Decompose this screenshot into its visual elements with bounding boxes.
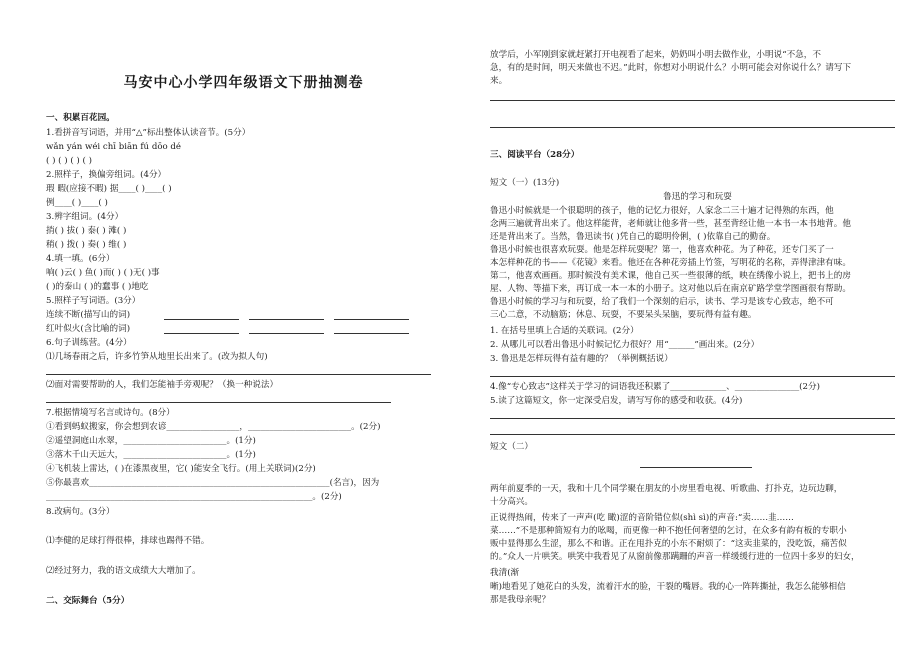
q1-pinyin: wǎn yán wéi chī biān fú dōo dé <box>46 142 181 152</box>
dialog-scenario-line-3: 来。 <box>490 76 508 86</box>
question-4[interactable]: 4.像“专心致志”这样关于学习的词语我还积累了_____________、_______________(2分) <box>490 382 820 392</box>
q5-blank-2c[interactable] <box>334 333 409 334</box>
q5-blank-2b[interactable] <box>249 333 324 334</box>
q7-item-e[interactable]: ⑤你最喜欢________________________________________________________(名言)，因为 <box>46 478 380 488</box>
q3-prompt: 3.辨字组词。(4分） <box>46 212 124 222</box>
section-2-heading: 二、交际舞台（5分） <box>46 596 130 606</box>
q7-item-f[interactable]: ______________________________________________________________。(2分) <box>46 492 342 502</box>
passage-2-line: 的。”众人一片哄笑。哄笑中我看见了从窗前像那蹒跚的声音一样缓缓行进的一位四十多岁的妇女， <box>490 552 860 562</box>
passage-2-line: 正说得热闹，传来了一声声(吃 瞰)涩的音阶错位似(shì sì)的声音:“卖……韭…… <box>490 513 794 523</box>
passage-1-line: 鲁迅小时候就是一个很聪明的孩子，他的记忆力很好，人家念二三十遍才记得熟的东西，他 <box>490 206 834 216</box>
q2-line-1[interactable]: 瑕 暇(应接不暇) 据____( )____( ) <box>46 184 172 194</box>
question-5-answer-line-1[interactable] <box>490 418 895 419</box>
q6-answer-line-b[interactable] <box>46 402 391 403</box>
q8-item-b: ⑵经过努力，我的语文成绩大大增加了。 <box>46 566 201 576</box>
q7-item-d[interactable]: ④飞机装上雷达，( )在漆黑夜里，它( )能安全飞行。(用上关联词)(2分) <box>46 464 316 474</box>
q8-prompt: 8.改病句。(3分） <box>46 507 115 517</box>
q1-prompt: 1.看拼音写词语，并用“△”标出整体认读音节。(5分） <box>46 128 251 138</box>
passage-2-line: 两年前夏季的一天，我和十几个同学聚在朋友的小房里看电视、听歌曲、打扑克，边玩边聊， <box>490 484 843 494</box>
q7-item-c[interactable]: ③落木千山天远大，________________________。(1分) <box>46 450 256 460</box>
passage-1-line: 念两三遍就背出来了。他这样能背，老师就让他多背一些，甚至背经让他一本书一本书地背。他 <box>490 219 851 229</box>
q3-line-1[interactable]: 捎( ) 拔( ) 泰( ) 滩( ) <box>46 226 127 236</box>
q4-prompt: 4.填一填。(6分） <box>46 254 115 264</box>
passage-1-line: 屋、人物、等描下来，再订成一本一本的小册子。这对他以后在南京矿路学堂学图画很有帮助。 <box>490 284 851 294</box>
question-2: 2. 从哪儿可以看出鲁迅小时候记忆力很好？用“______”画出来。(2分） <box>490 340 760 350</box>
dialog-scenario-line-1: 放学后，小军刚到家就赶紧打开电视看了起来，奶奶叫小明去做作业，小明说“不急，不 <box>490 50 821 60</box>
q7-item-b[interactable]: ②遥望洞庭山水翠，________________________。(1分) <box>46 436 256 446</box>
q2-line-2[interactable]: 例____( )____( ) <box>46 198 108 208</box>
q8-item-a: ⑴李健的足球打得很棒，排球也踢得不错。 <box>46 536 210 546</box>
passage-1-line: 本怎样种花的书——《花镜》来看。他还在各种花旁插上竹签，写明花的名称，弄得津津有味。 <box>490 258 851 268</box>
q3-line-2[interactable]: 稍( ) 拨( ) 奏( ) 维( ) <box>46 240 127 250</box>
passage-1-line: 三心二意，不动脑筋；休息、玩耍，不要呆头呆脑，要玩得有益有趣。 <box>490 310 757 320</box>
q5-prompt: 5.照样子写词语。(3分） <box>46 296 141 306</box>
q6-prompt: 6.句子训练营。(4分） <box>46 338 132 348</box>
passage-1-line: 鲁迅小时候也很喜欢玩耍。他是怎样玩耍呢？第一，他喜欢种花。为了种花，还专门买了一 <box>490 245 834 255</box>
question-3: 3. 鲁迅是怎样玩得有益有趣的？（举例概括说） <box>490 354 673 364</box>
q5-line-1: 连续不断(描写山的词) <box>46 310 131 320</box>
passage-2-line: 贩中显得那么生涩，那么不和谐。正在甩扑克的小东不耐烦了：“这卖韭菜的，没吃饭，痛苦似 <box>490 539 847 549</box>
dialog-answer-line-2[interactable] <box>490 127 895 128</box>
passage-1-title: 鲁迅的学习和玩耍 <box>663 192 732 202</box>
q5-blank-1c[interactable] <box>334 319 409 320</box>
q5-blank-2a[interactable] <box>164 333 239 334</box>
passage-1-line[interactable]: 还是背出来了。当然，鲁迅读书( )凭自己的聪明伶俐，( )依靠自己的勤奋。 <box>490 232 776 242</box>
q4-line-2[interactable]: ( )的泰山 ( )的蠢事 ( )地吃 <box>46 282 149 292</box>
q4-line-1[interactable]: 响( )云( ) 鱼( )而( ) ( )无( )事 <box>46 268 160 278</box>
q7-item-a[interactable]: ①看到蚂蚁搬家，你会想到农谚_________________，________________________。(2分) <box>46 422 381 432</box>
passage-1-line: 第二，他喜欢画画。那时候没有美术课，他自己买一些很薄的纸，映在绣像小说上，把书上的房 <box>490 271 851 281</box>
q6-answer-line-a[interactable] <box>46 374 431 375</box>
section-1-heading: 一、积累百花园。 <box>46 113 115 123</box>
question-1: 1. 在括号里填上合适的关联词。(2分） <box>490 326 639 336</box>
page-title: 马安中心小学四年级语文下册抽测卷 <box>123 75 364 91</box>
dialog-scenario-line-2: 急，有的是时间，明天来做也不迟。”此时，你想对小明说什么？小明可能会对你说什么？请写下 <box>490 63 852 73</box>
dialog-answer-line-1[interactable] <box>490 100 895 101</box>
question-5-answer-line-2[interactable] <box>490 434 895 435</box>
passage-2-line: 菜……”不是那种简短有力的吆喝，而更像一种不抱任何奢望的乞讨，在众多有韵有板的专职小 <box>490 526 847 536</box>
question-5: 5.读了这篇短文，你一定深受启发，请写写你的感受和收获。(4分) <box>490 396 743 406</box>
passage-1-label: 短文（一）(13分) <box>490 178 560 188</box>
q5-blank-1b[interactable] <box>249 319 324 320</box>
question-3-answer-line[interactable] <box>490 376 895 377</box>
passage-2-line: 十分高兴。 <box>490 497 533 507</box>
section-3-heading: 三、阅读平台（28分） <box>490 150 580 160</box>
passage-2-line: 我清(渐 <box>490 568 520 578</box>
passage-2-title-blank[interactable] <box>640 467 752 468</box>
q5-line-2: 红叶似火(含比喻的词) <box>46 324 131 334</box>
q6-item-a: ⑴几场春雨之后，许多竹笋从地里长出来了。(改为拟人句) <box>46 352 268 362</box>
passage-2-line: 晰)地看见了她花白的头发，流着汗水的脸，干裂的嘴唇。我的心一阵阵撕扯，我怎么能够相信 <box>490 582 846 592</box>
q7-prompt: 7.根据情境写名言或诗句。(8分） <box>46 408 175 418</box>
passage-2-label: 短文（二） <box>490 442 533 452</box>
q6-item-b: ⑵面对需要帮助的人，我们怎能袖手旁观呢？（换一种说法） <box>46 380 279 390</box>
q5-blank-1a[interactable] <box>164 319 239 320</box>
passage-1-line: 鲁迅小时候的学习与和玩耍，给了我们一个深刻的启示，读书、学习是该专心致志，绝不可 <box>490 297 834 307</box>
q2-prompt: 2.照样子，换偏旁组词。(4分） <box>46 170 167 180</box>
q1-answer-boxes[interactable]: ( ) ( ) ( ) ( ) <box>46 156 92 166</box>
passage-2-line: 那是我母亲呢？ <box>490 595 551 605</box>
